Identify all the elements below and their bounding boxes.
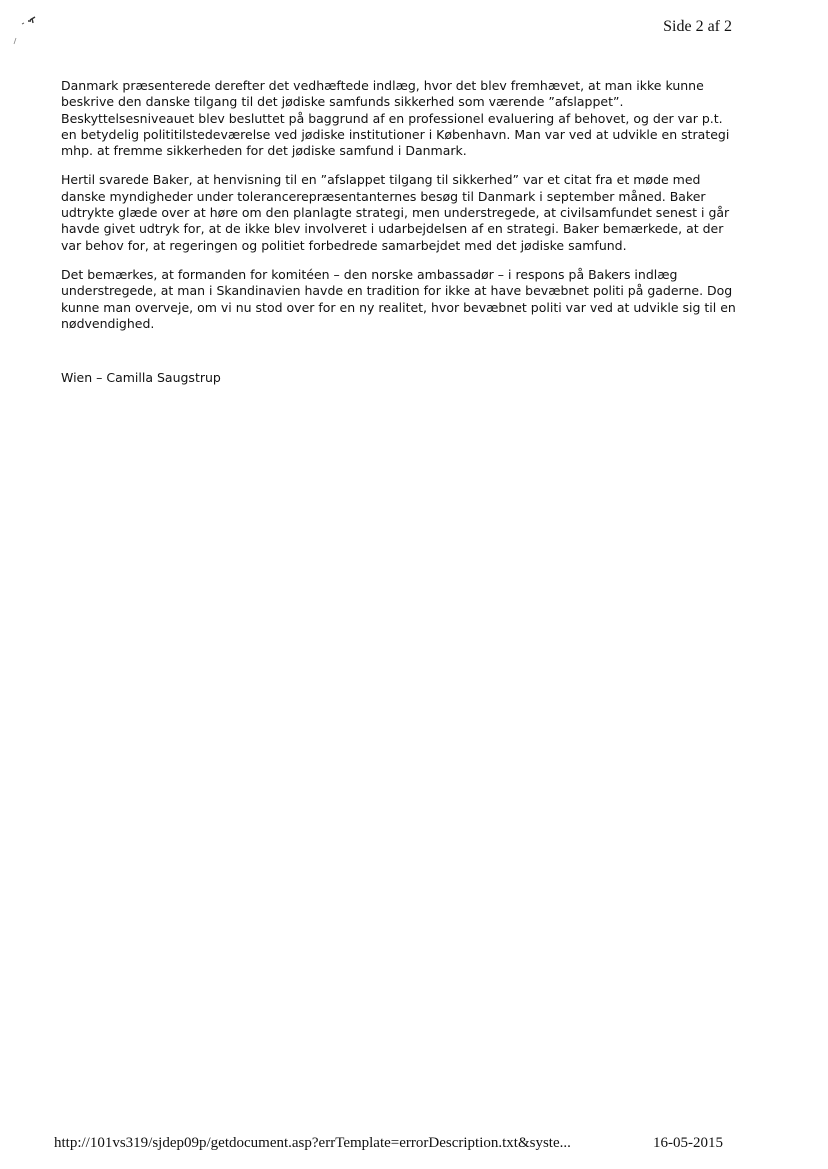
scan-artifact-mark <box>8 14 42 50</box>
footer-date: 16-05-2015 <box>653 1135 723 1151</box>
signature-line: Wien – Camilla Saugstrup <box>61 370 221 385</box>
paragraph-2: Hertil svarede Baker, at henvisning til en ”afslappet tilgang til sikkerhed” var et citat fra et møde med danske myndigheder under tolerancerepræsentanternes besøg til Danmark i september måned. Baker udtrykte glæde over at høre om den planlagte strategi, men understregede, at civilsamfundet senest i går havde givet udtryk for, at de ikke blev involveret i udarbejdelsen af en strategi. Baker bemærkede, at der var behov for, at regeringen og politiet forbedrede samarbejdet med det jødiske samfund. <box>61 172 730 253</box>
paragraph-1: Danmark præsenterede derefter det vedhæftede indlæg, hvor det blev fremhævet, at man ikke kunne beskrive den danske tilgang til det jødiske samfunds sikkerhed som værende ”afslappet”. Beskyttelsesniveauet blev besluttet på baggrund af en professionel evaluering af behovet, og der var p.t. en betydelig polititilstedeværelse ved jødiske institutioner i København. Man var ved at udvikle en strategi mhp. at fremme sikkerheden for det jødiske samfund i Danmark. <box>61 78 730 159</box>
paragraph-3: Det bemærkes, at formanden for komitéen – den norske ambassadør – i respons på Bakers indlæg understregede, at man i Skandinavien havde en tradition for ikke at have bevæbnet politi på gaderne. Dog kunne man overveje, om vi nu stod over for en ny realitet, hvor bevæbnet politi var ved at udvikle sig til en nødvendighed. <box>61 266 736 331</box>
document-body <box>61 78 741 345</box>
footer-url: http://101vs319/sjdep09p/getdocument.asp?errTemplate=errorDescription.txt&syste... <box>54 1135 571 1151</box>
page-number: Side 2 af 2 <box>663 18 732 35</box>
